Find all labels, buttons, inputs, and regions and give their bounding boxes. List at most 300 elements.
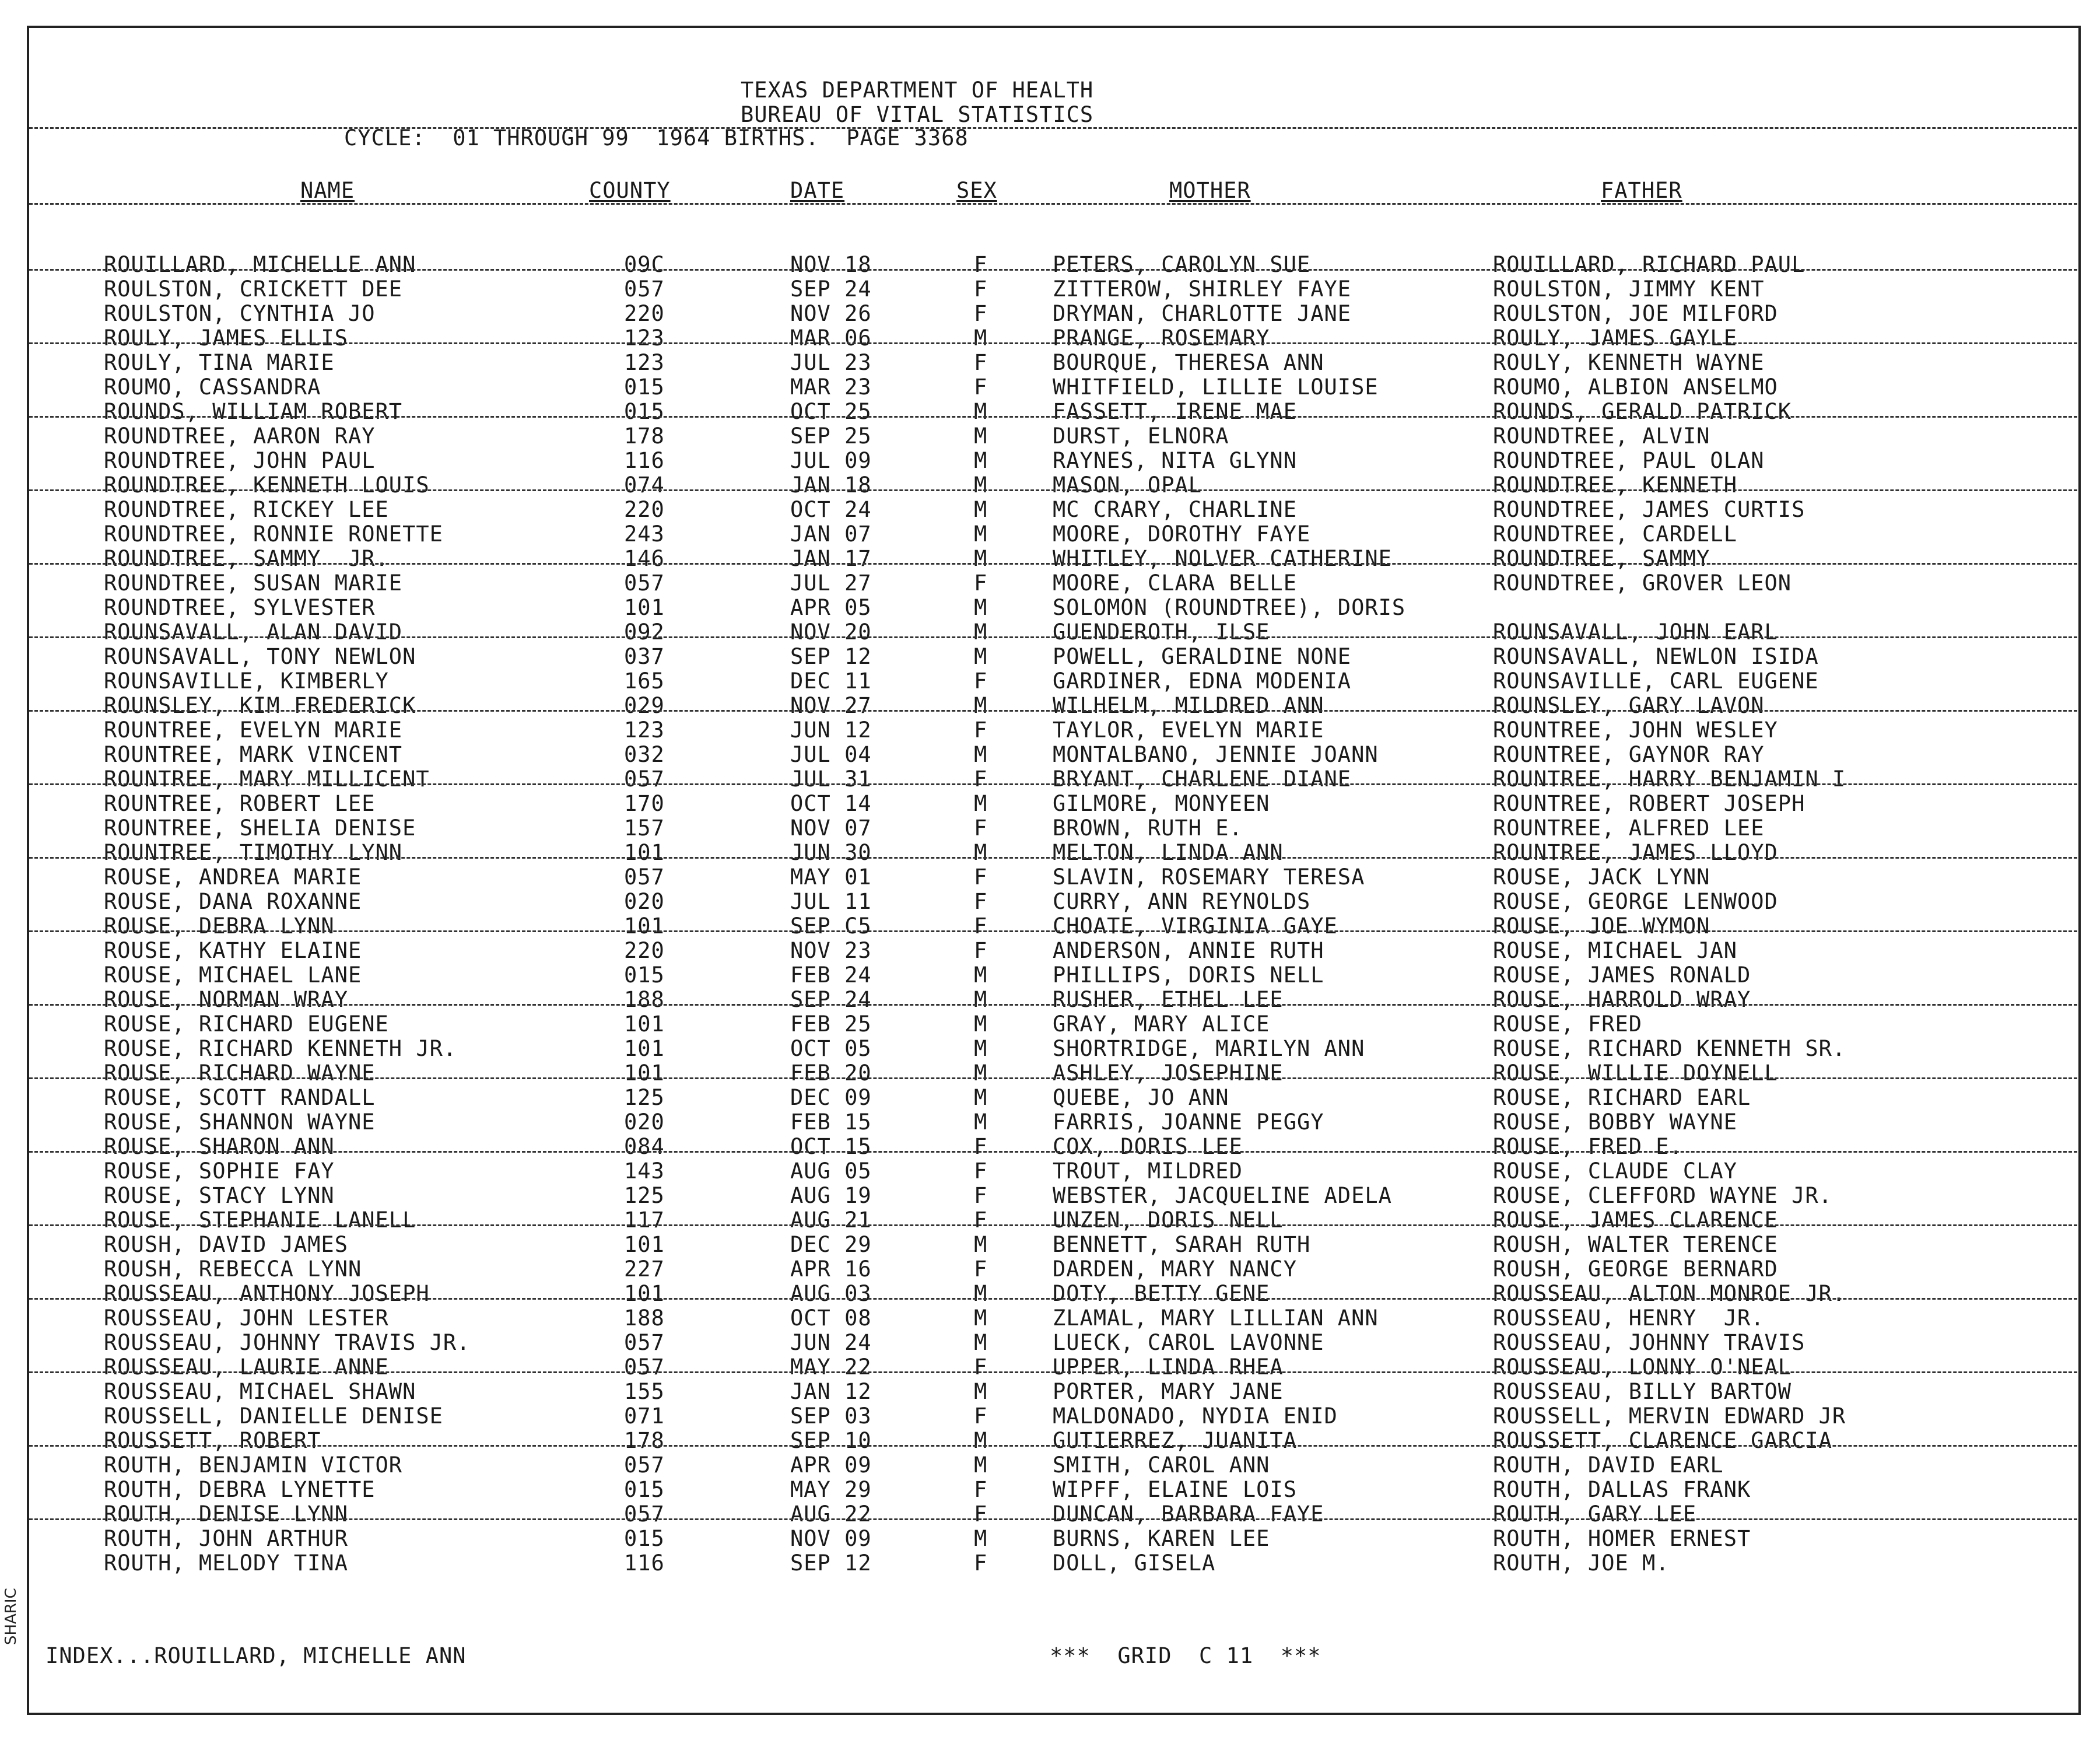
cell-mother: GRAY, MARY ALICE	[1053, 1012, 1270, 1037]
cell-county: 165	[624, 668, 665, 694]
cell-mother: MOORE, CLARA BELLE	[1053, 570, 1297, 596]
table-row	[29, 302, 2077, 326]
cell-mother: ASHLEY, JOSEPHINE	[1053, 1060, 1284, 1086]
table-row	[29, 498, 2077, 522]
cell-name: ROUSE, KATHY ELAINE	[104, 938, 362, 963]
cell-sex: F	[974, 1404, 988, 1429]
cell-mother: RUSHER, ETHEL LEE	[1053, 987, 1284, 1012]
cell-mother: RAYNES, NITA GLYNN	[1053, 448, 1297, 473]
cell-county: 084	[624, 1134, 665, 1159]
table-row	[29, 1159, 2077, 1184]
cell-mother: CURRY, ANN REYNOLDS	[1053, 889, 1311, 914]
cell-date: JAN 12	[790, 1379, 872, 1404]
row-group-divider	[29, 489, 2077, 491]
cell-name: ROUNTREE, MARK VINCENT	[104, 742, 403, 767]
cell-father: ROUSSEAU, JOHNNY TRAVIS	[1493, 1330, 1805, 1355]
cell-date: MAR 23	[790, 374, 872, 400]
cell-county: 057	[624, 864, 665, 890]
row-group-divider	[29, 930, 2077, 932]
cell-sex: M	[974, 546, 988, 571]
cell-date: SEP 03	[790, 1404, 872, 1429]
table-row	[29, 1037, 2077, 1061]
cell-mother: MELTON, LINDA ANN	[1053, 840, 1284, 865]
cell-name: ROUSE, SHARON ANN	[104, 1134, 335, 1159]
table-row	[29, 1012, 2077, 1037]
cell-sex: M	[974, 1526, 988, 1551]
cell-father: ROUSE, RICHARD KENNETH SR.	[1493, 1036, 1846, 1061]
cell-date: OCT 05	[790, 1036, 872, 1061]
cell-county: 037	[624, 644, 665, 669]
cell-county: 243	[624, 522, 665, 547]
cell-sex: M	[974, 522, 988, 547]
cell-date: NOV 23	[790, 938, 872, 963]
cell-date: SEP 12	[790, 1550, 872, 1576]
cell-father: ROUSE, CLEFFORD WAYNE JR.	[1493, 1183, 1832, 1208]
cell-date: JAN 17	[790, 546, 872, 571]
cell-sex: M	[974, 742, 988, 767]
cell-father: ROUSE, BOBBY WAYNE	[1493, 1110, 1737, 1135]
table-row	[29, 1061, 2077, 1086]
cell-father: ROUNDS, GERALD PATRICK	[1493, 399, 1792, 424]
cell-name: ROUNSAVALL, TONY NEWLON	[104, 644, 416, 669]
cell-county: 220	[624, 938, 665, 963]
cell-name: ROUTH, DENISE LYNN	[104, 1502, 348, 1527]
cell-sex: M	[974, 1012, 988, 1037]
cell-mother: LUECK, CAROL LAVONNE	[1053, 1330, 1324, 1355]
column-header-mother: MOTHER	[1169, 178, 1251, 203]
table-row	[29, 1404, 2077, 1429]
table-row	[29, 400, 2077, 424]
cell-mother: DOLL, GISELA	[1053, 1550, 1216, 1576]
cell-date: OCT 08	[790, 1306, 872, 1331]
cell-date: JUN 30	[790, 840, 872, 865]
table-row	[29, 326, 2077, 351]
cell-name: ROUSE, SOPHIE FAY	[104, 1158, 335, 1184]
cell-father: ROUNTREE, GAYNOR RAY	[1493, 742, 1765, 767]
cell-county: 057	[624, 766, 665, 792]
cell-date: DEC 29	[790, 1232, 872, 1257]
cell-mother: PORTER, MARY JANE	[1053, 1379, 1284, 1404]
cell-father: ROUNDTREE, ALVIN	[1493, 424, 1710, 449]
cell-father: ROUTH, DALLAS FRANK	[1493, 1477, 1751, 1502]
cell-mother: COX, DORIS LEE	[1053, 1134, 1243, 1159]
cell-name: ROULY, JAMES ELLIS	[104, 326, 348, 351]
cell-sex: F	[974, 938, 988, 963]
cell-sex: F	[974, 1354, 988, 1380]
table-row	[29, 988, 2077, 1012]
table-row	[29, 1527, 2077, 1551]
cell-date: OCT 25	[790, 399, 872, 424]
cell-county: 116	[624, 448, 665, 473]
table-row	[29, 718, 2077, 743]
cell-date: APR 05	[790, 595, 872, 620]
table-row	[29, 1135, 2077, 1159]
cell-county: 101	[624, 840, 665, 865]
cell-date: APR 16	[790, 1256, 872, 1282]
cell-father: ROUNSLEY, GARY LAVON	[1493, 693, 1765, 718]
cell-sex: M	[974, 987, 988, 1012]
cell-date: SEP C5	[790, 914, 872, 939]
cell-father: ROUSSELL, MERVIN EDWARD JR	[1493, 1404, 1846, 1429]
cell-mother: PETERS, CAROLYN SUE	[1053, 252, 1311, 277]
cell-date: JUL 23	[790, 350, 872, 375]
cell-father: ROUSE, JOE WYMON	[1493, 914, 1710, 939]
cell-mother: MOORE, DOROTHY FAYE	[1053, 522, 1311, 547]
row-group-divider	[29, 636, 2077, 638]
table-row	[29, 816, 2077, 841]
cell-date: JUL 11	[790, 889, 872, 914]
cell-name: ROUNTREE, MARY MILLICENT	[104, 766, 430, 792]
cell-county: 020	[624, 889, 665, 914]
cell-date: NOV 09	[790, 1526, 872, 1551]
cell-mother: SLAVIN, ROSEMARY TERESA	[1053, 864, 1365, 890]
cell-father: ROUTH, JOE M.	[1493, 1550, 1670, 1576]
cell-sex: F	[974, 1502, 988, 1527]
table-row	[29, 1453, 2077, 1478]
cell-county: 125	[624, 1085, 665, 1110]
cell-father: ROUSE, MICHAEL JAN	[1493, 938, 1737, 963]
cell-father: ROUSE, FRED	[1493, 1012, 1643, 1037]
cell-father: ROUNDTREE, KENNETH	[1493, 473, 1737, 498]
cell-county: 146	[624, 546, 665, 571]
cell-county: 227	[624, 1256, 665, 1282]
cell-date: MAY 22	[790, 1354, 872, 1380]
cell-name: ROUSE, SHANNON WAYNE	[104, 1110, 376, 1135]
cell-mother: GARDINER, EDNA MODENIA	[1053, 668, 1352, 694]
cell-name: ROUNDTREE, KENNETH LOUIS	[104, 473, 430, 498]
cell-mother: PHILLIPS, DORIS NELL	[1053, 963, 1324, 988]
cell-mother: MONTALBANO, JENNIE JOANN	[1053, 742, 1379, 767]
cell-county: 123	[624, 326, 665, 351]
table-row	[29, 1478, 2077, 1502]
cell-date: NOV 20	[790, 620, 872, 645]
cell-name: ROUTH, MELODY TINA	[104, 1550, 348, 1576]
cell-sex: M	[974, 497, 988, 522]
cell-sex: F	[974, 252, 988, 277]
row-group-divider	[29, 342, 2077, 344]
cell-county: 015	[624, 963, 665, 988]
cell-father: ROUSE, HARROLD WRAY	[1493, 987, 1751, 1012]
cell-name: ROULSTON, CRICKETT DEE	[104, 276, 403, 302]
cell-name: ROUNSAVALL, ALAN DAVID	[104, 620, 403, 645]
cell-sex: M	[974, 595, 988, 620]
cell-mother: QUEBE, JO ANN	[1053, 1085, 1229, 1110]
cell-date: DEC 11	[790, 668, 872, 694]
cell-father: ROUILLARD, RICHARD PAUL	[1493, 252, 1805, 277]
table-row	[29, 1331, 2077, 1355]
cell-name: ROUNSAVILLE, KIMBERLY	[104, 668, 389, 694]
cell-sex: F	[974, 1183, 988, 1208]
table-row	[29, 865, 2077, 890]
cell-name: ROUNDTREE, RICKEY LEE	[104, 497, 389, 522]
column-header-father: FATHER	[1601, 178, 1682, 203]
cell-mother: FASSETT, IRENE MAE	[1053, 399, 1297, 424]
cell-sex: M	[974, 1306, 988, 1331]
cell-sex: F	[974, 1477, 988, 1502]
cell-date: JUL 27	[790, 570, 872, 596]
cell-sex: M	[974, 1330, 988, 1355]
cell-county: 178	[624, 424, 665, 449]
cell-mother: GUTIERREZ, JUANITA	[1053, 1428, 1297, 1453]
table-row	[29, 1086, 2077, 1110]
cell-date: OCT 24	[790, 497, 872, 522]
table-row	[29, 743, 2077, 767]
cell-father: ROUSH, GEORGE BERNARD	[1493, 1256, 1778, 1282]
cell-name: ROUSE, RICHARD WAYNE	[104, 1060, 376, 1086]
cell-name: ROUSH, DAVID JAMES	[104, 1232, 348, 1257]
cell-father: ROUSE, JAMES RONALD	[1493, 963, 1751, 988]
cell-name: ROUSSETT, ROBERT	[104, 1428, 321, 1453]
cell-sex: M	[974, 1281, 988, 1306]
table-row	[29, 1502, 2077, 1527]
cell-name: ROUSSEAU, JOHN LESTER	[104, 1306, 389, 1331]
footer-grid: *** GRID C 11 ***	[1050, 1643, 1321, 1668]
column-header-county: COUNTY	[589, 178, 671, 203]
cell-sex: F	[974, 301, 988, 326]
cell-mother: ZLAMAL, MARY LILLIAN ANN	[1053, 1306, 1379, 1331]
cell-county: 157	[624, 816, 665, 841]
cell-mother: WEBSTER, JACQUELINE ADELA	[1053, 1183, 1392, 1208]
cell-father: ROUSE, GEORGE LENWOOD	[1493, 889, 1778, 914]
cell-mother: DARDEN, MARY NANCY	[1053, 1256, 1297, 1282]
cell-date: JUL 09	[790, 448, 872, 473]
cell-sex: F	[974, 889, 988, 914]
cell-date: AUG 19	[790, 1183, 872, 1208]
cell-mother: DOTY, BETTY GENE	[1053, 1281, 1270, 1306]
table-row	[29, 1282, 2077, 1306]
cell-county: 188	[624, 1306, 665, 1331]
table-row	[29, 1257, 2077, 1282]
cell-county: 074	[624, 473, 665, 498]
cell-name: ROUNDTREE, AARON RAY	[104, 424, 376, 449]
table-row	[29, 277, 2077, 302]
table-row	[29, 694, 2077, 718]
table-row	[29, 1551, 2077, 1576]
cell-county: 015	[624, 399, 665, 424]
cell-mother: PRANGE, ROSEMARY	[1053, 326, 1270, 351]
cell-county: 101	[624, 1060, 665, 1086]
cell-father: ROUNDTREE, JAMES CURTIS	[1493, 497, 1805, 522]
cell-sex: M	[974, 963, 988, 988]
cell-father: ROUSE, RICHARD EARL	[1493, 1085, 1751, 1110]
cell-date: NOV 27	[790, 693, 872, 718]
cell-mother: WHITFIELD, LILLIE LOUISE	[1053, 374, 1379, 400]
row-group-divider	[29, 1151, 2077, 1153]
cell-date: MAY 29	[790, 1477, 872, 1502]
row-group-divider	[29, 1445, 2077, 1447]
cell-sex: M	[974, 1452, 988, 1478]
table-row	[29, 424, 2077, 449]
cell-name: ROUNTREE, SHELIA DENISE	[104, 816, 416, 841]
table-row	[29, 1208, 2077, 1233]
cell-name: ROUSE, DANA ROXANNE	[104, 889, 362, 914]
cell-mother: BURNS, KAREN LEE	[1053, 1526, 1270, 1551]
column-header-date: DATE	[790, 178, 845, 203]
cell-mother: BROWN, RUTH E.	[1053, 816, 1243, 841]
cell-father: ROUNTREE, JAMES LLOYD	[1493, 840, 1778, 865]
cell-name: ROUSSEAU, ANTHONY JOSEPH	[104, 1281, 430, 1306]
header-bureau: BUREAU OF VITAL STATISTICS	[741, 102, 1094, 127]
cell-mother: ZITTEROW, SHIRLEY FAYE	[1053, 276, 1352, 302]
cell-date: JUN 12	[790, 718, 872, 743]
cell-mother: SMITH, CAROL ANN	[1053, 1452, 1270, 1478]
cell-sex: M	[974, 693, 988, 718]
cell-mother: BOURQUE, THERESA ANN	[1053, 350, 1324, 375]
cell-name: ROUSSEAU, JOHNNY TRAVIS JR.	[104, 1330, 471, 1355]
row-group-divider	[29, 1298, 2077, 1300]
cell-father: ROUNTREE, JOHN WESLEY	[1493, 718, 1778, 743]
cell-father: ROUNSAVALL, JOHN EARL	[1493, 620, 1778, 645]
cell-father: ROULSTON, JIMMY KENT	[1493, 276, 1765, 302]
cell-name: ROUSE, DEBRA LYNN	[104, 914, 335, 939]
column-header-name: NAME	[300, 178, 355, 203]
cell-name: ROUTH, JOHN ARTHUR	[104, 1526, 348, 1551]
cell-name: ROUNTREE, EVELYN MARIE	[104, 718, 403, 743]
cell-county: 057	[624, 1502, 665, 1527]
cell-date: APR 09	[790, 1452, 872, 1478]
cell-county: 071	[624, 1404, 665, 1429]
cell-name: ROUNDTREE, SAMMY JR.	[104, 546, 389, 571]
cell-date: FEB 20	[790, 1060, 872, 1086]
cell-name: ROUSE, RICHARD EUGENE	[104, 1012, 389, 1037]
page-frame	[27, 26, 2081, 1715]
row-group-divider	[29, 1004, 2077, 1006]
cell-county: 125	[624, 1183, 665, 1208]
cell-name: ROUTH, DEBRA LYNETTE	[104, 1477, 376, 1502]
cell-mother: WHITLEY, NOLVER CATHERINE	[1053, 546, 1392, 571]
cell-sex: M	[974, 840, 988, 865]
cell-name: ROUILLARD, MICHELLE ANN	[104, 252, 416, 277]
cell-sex: M	[974, 1060, 988, 1086]
cell-sex: F	[974, 1256, 988, 1282]
cell-father: ROUNTREE, HARRY BENJAMIN I	[1493, 766, 1846, 792]
table-row	[29, 767, 2077, 792]
row-group-divider	[29, 1224, 2077, 1226]
cell-mother: DUNCAN, BARBARA FAYE	[1053, 1502, 1324, 1527]
cell-sex: M	[974, 448, 988, 473]
cell-mother: WIPFF, ELAINE LOIS	[1053, 1477, 1297, 1502]
cell-name: ROUSH, REBECCA LYNN	[104, 1256, 362, 1282]
table-row	[29, 571, 2077, 596]
cell-sex: F	[974, 864, 988, 890]
cell-mother: UNZEN, DORIS NELL	[1053, 1208, 1284, 1233]
table-row	[29, 620, 2077, 645]
cell-sex: F	[974, 276, 988, 302]
cell-name: ROUSE, NORMAN WRAY	[104, 987, 348, 1012]
table-row	[29, 1380, 2077, 1404]
cell-county: 057	[624, 570, 665, 596]
table-row	[29, 963, 2077, 988]
column-header-sex: SEX	[956, 178, 997, 203]
cell-sex: F	[974, 1550, 988, 1576]
table-row	[29, 914, 2077, 939]
table-row	[29, 351, 2077, 375]
cell-name: ROUMO, CASSANDRA	[104, 374, 321, 400]
cell-county: 057	[624, 1330, 665, 1355]
cell-mother: POWELL, GERALDINE NONE	[1053, 644, 1352, 669]
cell-date: MAY 01	[790, 864, 872, 890]
cell-mother: GILMORE, MONYEEN	[1053, 791, 1270, 816]
cell-county: 057	[624, 1354, 665, 1380]
row-group-divider	[29, 857, 2077, 859]
cell-sex: F	[974, 914, 988, 939]
footer-index: INDEX...ROUILLARD, MICHELLE ANN	[45, 1643, 467, 1668]
row-group-divider	[29, 563, 2077, 565]
cell-date: FEB 25	[790, 1012, 872, 1037]
cell-county: 220	[624, 497, 665, 522]
cell-sex: F	[974, 570, 988, 596]
cell-father: ROUSE, FRED E.	[1493, 1134, 1683, 1159]
cell-father: ROUNSAVALL, NEWLON ISIDA	[1493, 644, 1819, 669]
cell-sex: M	[974, 1232, 988, 1257]
table-row	[29, 890, 2077, 914]
cell-mother: BENNETT, SARAH RUTH	[1053, 1232, 1311, 1257]
cell-county: 143	[624, 1158, 665, 1184]
column-header-divider	[29, 203, 2077, 205]
cell-sex: F	[974, 668, 988, 694]
cell-sex: M	[974, 644, 988, 669]
cell-mother: FARRIS, JOANNE PEGGY	[1053, 1110, 1324, 1135]
cell-date: AUG 21	[790, 1208, 872, 1233]
cell-father: ROUTH, DAVID EARL	[1493, 1452, 1724, 1478]
table-row	[29, 375, 2077, 400]
cell-name: ROULY, TINA MARIE	[104, 350, 335, 375]
table-row	[29, 449, 2077, 473]
cell-sex: F	[974, 1208, 988, 1233]
table-row	[29, 1306, 2077, 1331]
cell-mother: SHORTRIDGE, MARILYN ANN	[1053, 1036, 1365, 1061]
table-row	[29, 253, 2077, 277]
cell-sex: F	[974, 718, 988, 743]
cell-sex: M	[974, 473, 988, 498]
cell-county: 101	[624, 1036, 665, 1061]
cell-name: ROUSE, STACY LYNN	[104, 1183, 335, 1208]
table-row	[29, 547, 2077, 571]
cell-sex: F	[974, 374, 988, 400]
side-label: SHARIC	[2, 1588, 20, 1645]
table-row	[29, 792, 2077, 816]
cell-date: AUG 05	[790, 1158, 872, 1184]
cell-date: SEP 25	[790, 424, 872, 449]
cell-father: ROUMO, ALBION ANSELMO	[1493, 374, 1778, 400]
cell-father: ROUNDTREE, PAUL OLAN	[1493, 448, 1765, 473]
cell-father: ROUSSEAU, LONNY O'NEAL	[1493, 1354, 1792, 1380]
cell-county: 178	[624, 1428, 665, 1453]
cell-mother: DURST, ELNORA	[1053, 424, 1229, 449]
table-row	[29, 1355, 2077, 1380]
cell-county: 116	[624, 1550, 665, 1576]
cell-father: ROULY, KENNETH WAYNE	[1493, 350, 1765, 375]
cell-date: DEC 09	[790, 1085, 872, 1110]
cell-sex: F	[974, 350, 988, 375]
cell-county: 188	[624, 987, 665, 1012]
cell-county: 029	[624, 693, 665, 718]
cell-county: 123	[624, 350, 665, 375]
cell-date: SEP 10	[790, 1428, 872, 1453]
cell-mother: UPPER, LINDA RHEA	[1053, 1354, 1284, 1380]
cell-mother: GUENDEROTH, ILSE	[1053, 620, 1270, 645]
cell-name: ROUNDTREE, SUSAN MARIE	[104, 570, 403, 596]
cell-date: JAN 07	[790, 522, 872, 547]
cell-date: OCT 14	[790, 791, 872, 816]
cell-name: ROUSE, SCOTT RANDALL	[104, 1085, 376, 1110]
cell-father: ROUNTREE, ROBERT JOSEPH	[1493, 791, 1805, 816]
cell-mother: ANDERSON, ANNIE RUTH	[1053, 938, 1324, 963]
table-row	[29, 1429, 2077, 1453]
cell-name: ROUNTREE, TIMOTHY LYNN	[104, 840, 403, 865]
table-row	[29, 1184, 2077, 1208]
cell-mother: SOLOMON (ROUNDTREE), DORIS	[1053, 595, 1406, 620]
